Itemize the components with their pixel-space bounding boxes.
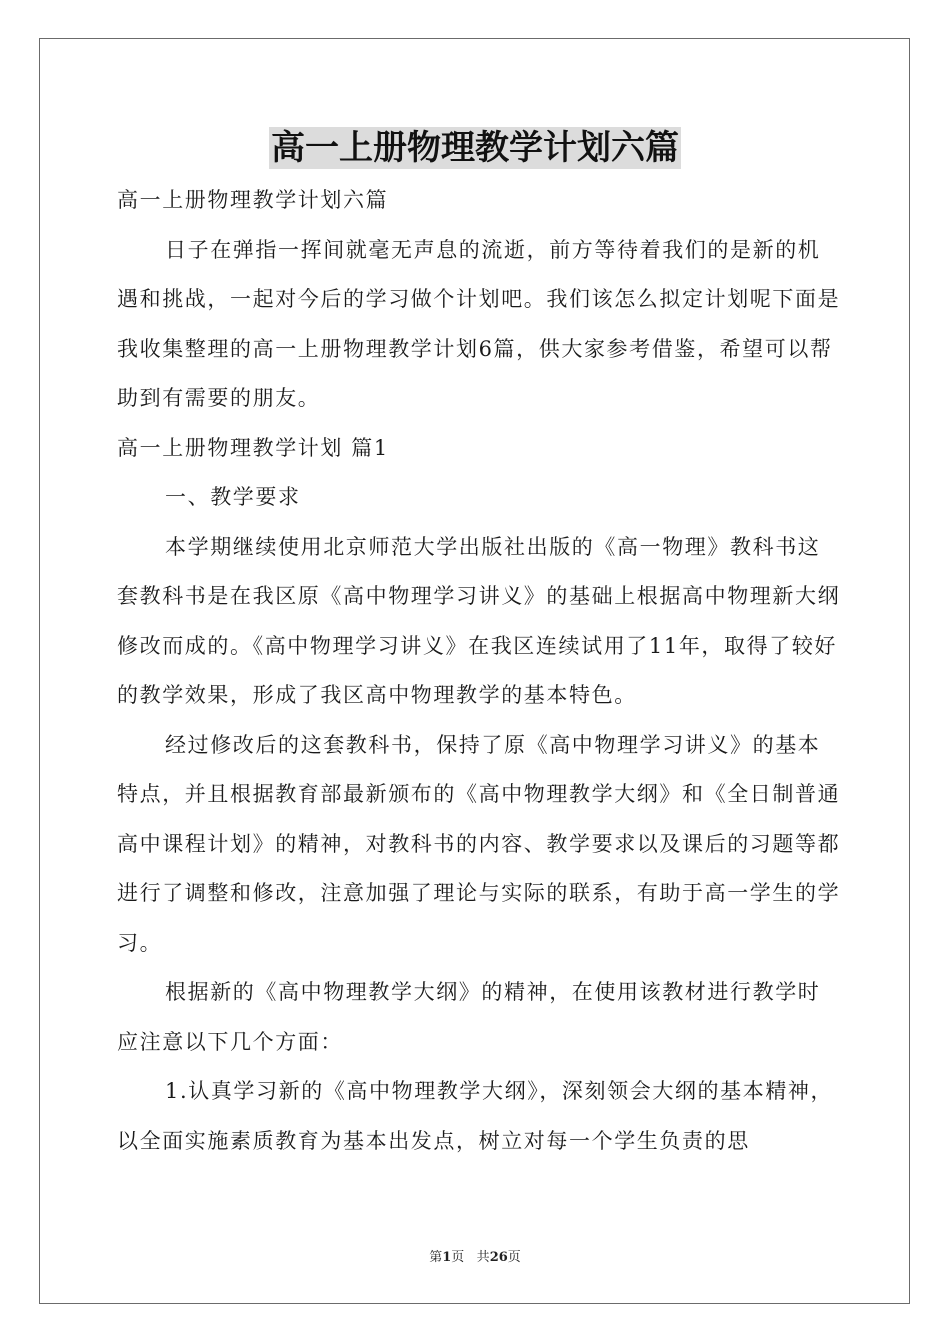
total-pages: 26	[489, 1250, 508, 1265]
intro-paragraph: 日子在弹指一挥间就毫无声息的流逝，前方等待着我们的是新的机遇和挑战，一起对今后的学习做个计划吧。我们该怎么拟定计划呢下面是我收集整理的高一上册物理教学计划6篇，供大家参考借鉴，希望可以帮助到有需要的朋友。	[117, 237, 841, 410]
body-paragraph: 根据新的《高中物理教学大纲》的精神，在使用该教材进行教学时应注意以下几个方面：	[117, 980, 821, 1054]
document-title: 高一上册物理教学计划六篇	[271, 128, 679, 168]
page-footer	[0, 1246, 950, 1265]
total-prefix: 共	[476, 1250, 490, 1265]
page-suffix: 页	[451, 1250, 465, 1265]
subtitle-line: 高一上册物理教学计划六篇	[117, 188, 389, 212]
page-number: 1	[442, 1250, 452, 1265]
section-heading: 高一上册物理教学计划 篇1	[117, 435, 389, 460]
numbered-item: 1.认真学习新的《高中物理教学大纲》，深刻领会大纲的基本精神，以全面实施素质教育为基本出发点，树立对每一个学生负责的思	[117, 1079, 834, 1153]
total-suffix: 页	[507, 1250, 521, 1265]
title-container	[0, 127, 950, 169]
document-body	[117, 176, 841, 1166]
subsection-heading: 一、教学要求	[165, 485, 301, 509]
body-paragraph: 经过修改后的这套教科书，保持了原《高中物理学习讲义》的基本特点，并且根据教育部最新颁布的《高中物理教学大纲》和《全日制普通高中课程计划》的精神，对教科书的内容、教学要求以及课后的习题等都进行了调整和修改，注意加强了理论与实际的联系，有助于高一学生的学习。	[117, 732, 841, 955]
body-paragraph: 本学期继续使用北京师范大学出版社出版的《高一物理》教科书这套教科书是在我区原《高中物理学习讲义》的基础上根据高中物理新大纲修改而成的。《高中物理学习讲义》在我区连续试用了11年，取得了较好的教学效果，形成了我区高中物理教学的基本特色。	[117, 534, 841, 707]
page-prefix: 第	[429, 1250, 443, 1265]
